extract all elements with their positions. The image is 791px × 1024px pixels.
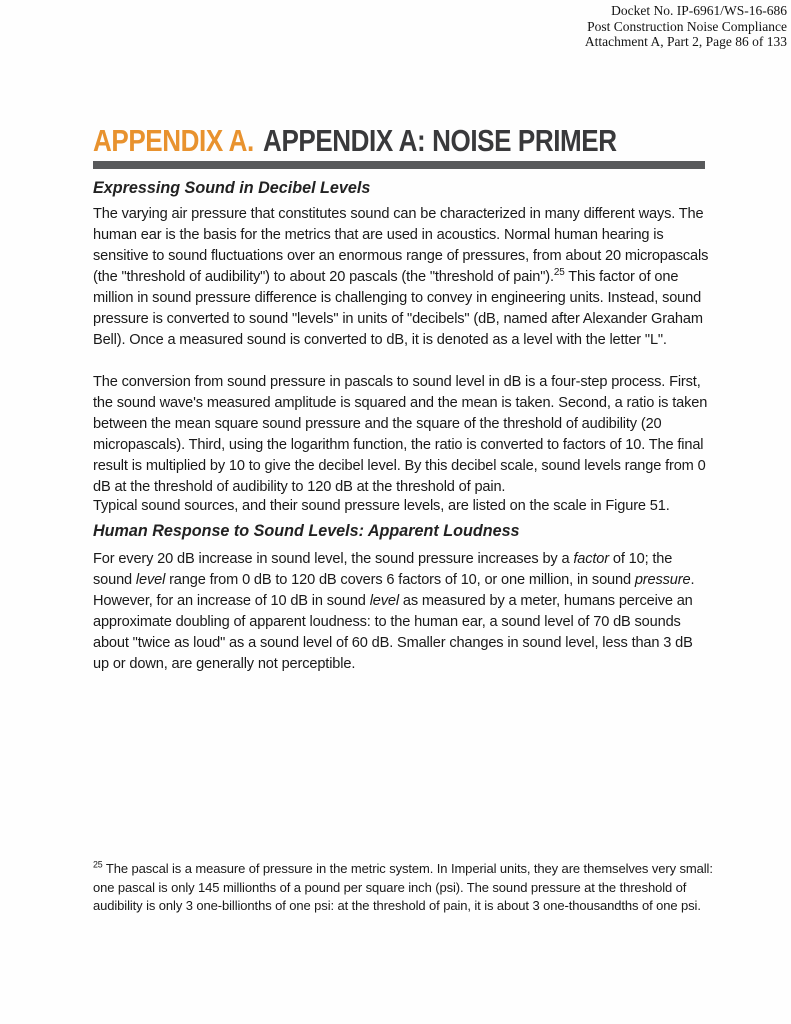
appendix-title <box>93 123 617 159</box>
header-line-docket: Docket No. IP-6961/WS-16-686 <box>611 3 787 18</box>
header-line-attachment: Attachment A, Part 2, Page 86 of 133 <box>584 34 787 49</box>
paragraph-decibel-intro: The varying air pressure that constitutes sound can be characterized in many different ways. The human ear is the basis for the metrics that are used in acoustics. Normal human hearing is sensitive to sound fluctuations over an enormous range of pressures, from about 20 micropascals (the "threshold of audibility") to about 20 pascals (the "threshold of pain").$^{25}$ This factor of one million in sound pressure difference is challenging to convey in engineering units. Instead, sound pressure is converted to sound "levels" in units of "decibels" (dB, named after Alexander Graham Bell). Once a measured sound is converted to dB, it is denoted as a level with the letter "L". <box>93 206 709 348</box>
appendix-title-label: APPENDIX A. <box>93 123 254 158</box>
appendix-title-text: APPENDIX A: NOISE PRIMER <box>263 123 617 158</box>
title-rule <box>93 161 705 169</box>
section-heading-decibel-levels: Expressing Sound in Decibel Levels <box>93 178 371 197</box>
section-heading-apparent-loudness: Human Response to Sound Levels: Apparent Loudness <box>93 521 520 540</box>
paragraph-figure-reference: Typical sound sources, and their sound pressure levels, are listed on the scale in Figure 51. <box>93 498 670 514</box>
footnote-pascal: $^{25}$ The pascal is a measure of pressure in the metric system. In Imperial units, they are themselves very small: one pascal is only 145 millionths of a pound per square inch (psi). The sound pressure at the threshold of audibility is only 3 one-billionths of one psi: at the threshold of pain, it is about 3 one-thousandths of one psi. <box>93 859 713 913</box>
paragraph-conversion-process: The conversion from sound pressure in pascals to sound level in dB is a four-step process. First, the sound wave's measured amplitude is squared and the mean is taken. Second, a ratio is taken between the mean square sound pressure and the square of the threshold of audibility (20 micropascals). Third, using the logarithm function, the ratio is converted to factors of 10. The final result is multiplied by 10 to give the decibel level. By this decibel scale, sound levels range from 0 dB at the threshold of audibility to 120 dB at the threshold of pain. <box>93 374 708 495</box>
page-header <box>585 3 787 50</box>
paragraph-apparent-loudness: For every 20 dB increase in sound level, the sound pressure increases by a factor of 10; the sound level range from 0 dB to 120 dB covers 6 factors of 10, or one million, in sound pressure. However, for an increase of 10 dB in sound level as measured by a meter, humans perceive an approximate doubling of apparent loudness: to the human ear, a sound level of 70 dB sounds about "twice as loud" as a sound level of 60 dB. Smaller changes in sound level, less than 3 dB up or down, are generally not perceptible. <box>93 551 695 672</box>
header-line-compliance: Post Construction Noise Compliance <box>587 18 787 34</box>
